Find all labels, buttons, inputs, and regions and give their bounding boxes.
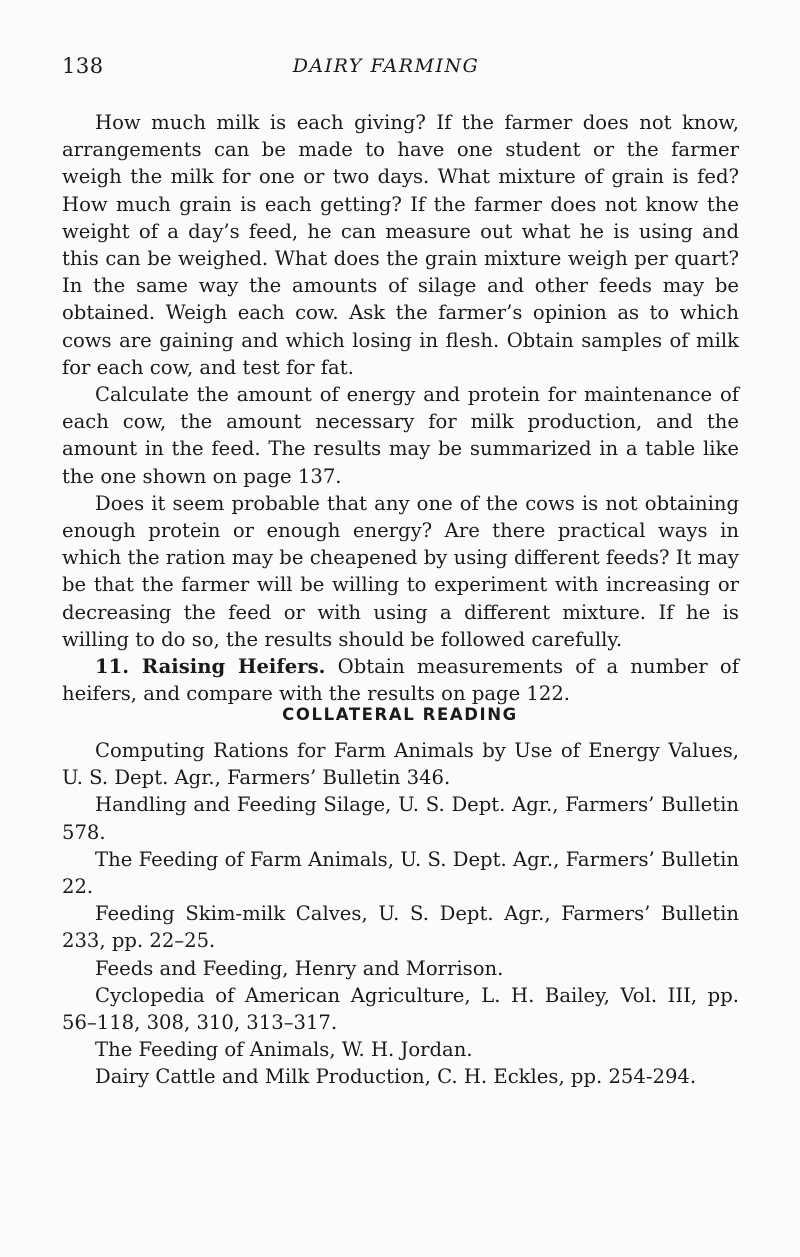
paragraph-text: Does it seem probable that any one of the cows is not obtaining enough protein or enough energy? Are there practical ways in which the ration may be cheapened by using different feeds? It may be that the farmer will be willing to experiment with increasing or decreasing the feed or with using a different mixture. If he is willing to do so, the results should be followed carefully. bbox=[62, 491, 739, 651]
collateral-reading-list bbox=[62, 737, 739, 1091]
reading-list-item: The Feeding of Animals, W. H. Jordan. bbox=[95, 1038, 473, 1062]
page-number: 138 bbox=[62, 54, 104, 78]
collateral-reading-heading: COLLATERAL READING bbox=[282, 705, 518, 724]
reading-list-item: Feeds and Feeding, Henry and Morrison. bbox=[95, 956, 504, 980]
reading-list-item: Cyclopedia of American Agriculture, L. H. Bailey, Vol. III, pp. 56–118, 308, 310, 313–317. bbox=[62, 983, 739, 1035]
running-head bbox=[62, 54, 710, 84]
paragraph bbox=[62, 381, 739, 490]
reading-list-item: Computing Rations for Farm Animals by Use of Energy Values, U. S. Dept. Agr., Farmers’ Bulletin 346. bbox=[62, 739, 739, 790]
paragraph-text: Obtain measurements of a number of heifers, and compare with the results on page 122. bbox=[62, 655, 739, 706]
paragraph bbox=[62, 490, 739, 653]
reading-list-item: Feeding Skim-milk Calves, U. S. Dept. Agr., Farmers’ Bulletin 233, pp. 22–25. bbox=[62, 902, 739, 953]
paragraph bbox=[62, 653, 739, 707]
paragraph-text: Calculate the amount of energy and protein for maintenance of each cow, the amount necessary for milk production, and the amount in the feed. The results may be summarized in a table like the one shown on page 137. bbox=[62, 383, 739, 488]
reading-list-item: The Feeding of Farm Animals, U. S. Dept. Agr., Farmers’ Bulletin 22. bbox=[62, 847, 739, 899]
paragraph bbox=[62, 109, 739, 381]
running-title: DAIRY FARMING bbox=[292, 55, 480, 77]
reading-list-item: Dairy Cattle and Milk Production, C. H. Eckles, pp. 254-294. bbox=[95, 1065, 697, 1089]
paragraph-text: How much milk is each giving? If the farmer does not know, arrangements can be made to have one student or the farmer weigh the milk for one or two days. What mixture of grain is fed? How much grain is each getting? If the farmer does not know the weight of a day’s feed, he can measure out what he is using and this can be weighed. What does the grain mixture weigh per quart? In the same way the amounts of silage and other feeds may be obtained. Weigh each cow. Ask the farmer’s opinion as to which cows are gaining and which losing in flesh. Obtain samples of milk for each cow, and test for fat. bbox=[62, 111, 739, 379]
reading-list-item: Handling and Feeding Silage, U. S. Dept. Agr., Farmers’ Bulletin 578. bbox=[62, 793, 739, 844]
section-run-in-heading: 11. Raising Heifers. bbox=[95, 655, 326, 679]
body-text bbox=[62, 109, 739, 707]
